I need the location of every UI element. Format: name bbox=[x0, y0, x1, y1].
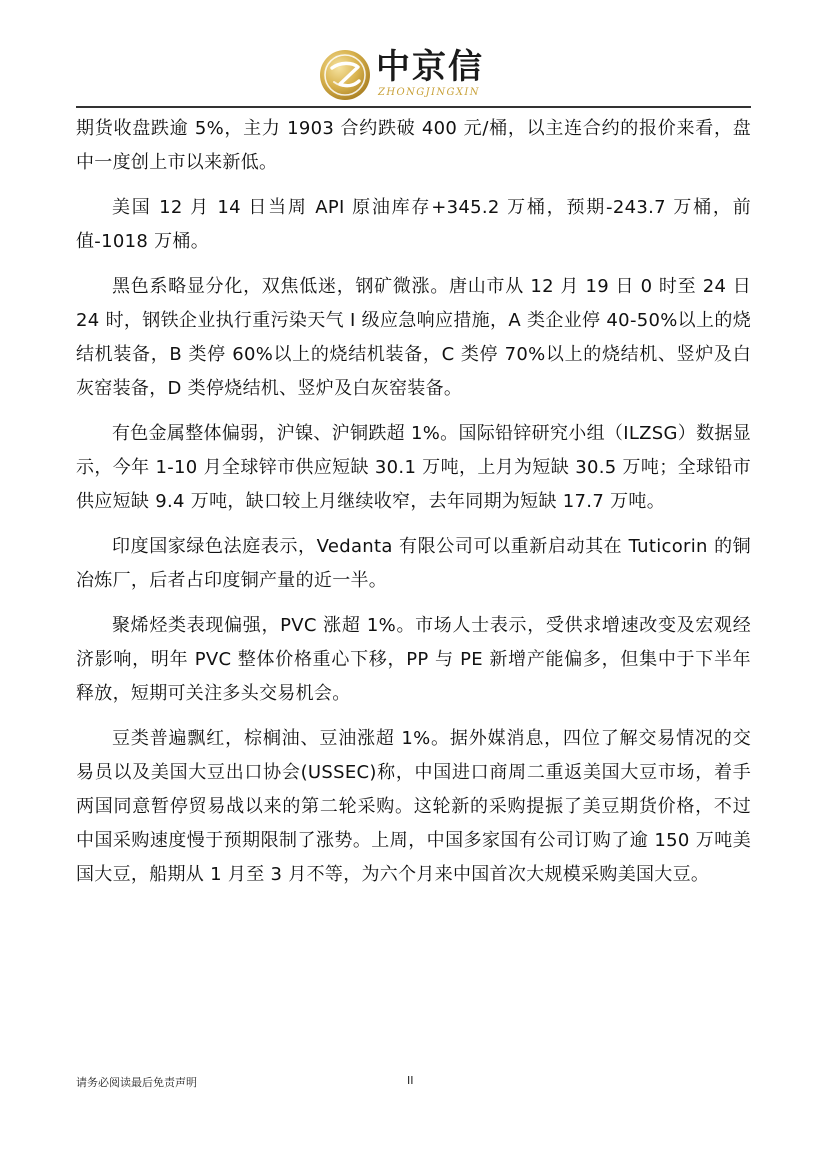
paragraph-nonferrous-metals: 有色金属整体偏弱，沪镍、沪铜跌超 1%。国际铅锌研究小组（ILZSG）数据显示，今年 1-10 月全球锌市供应短缺 30.1 万吨，上月为短缺 30.5 万吨；全球铅市供应短缺 9.4 万吨，缺口较上月继续收窄，去年同期为短缺 17.7 万吨。 bbox=[76, 423, 751, 512]
brand-name: 中京信 bbox=[376, 47, 484, 87]
paragraph-polyolefins: 聚烯烃类表现偏强，PVC 涨超 1%。市场人士表示，受供求增速改变及宏观经济影响，明年 PVC 整体价格重心下移，PP 与 PE 新增产能偏多，但集中于下半年释放，短期可关注多头交易机会。 bbox=[76, 615, 751, 704]
disclaimer-note: 请务必阅读最后免责声明 bbox=[76, 1076, 197, 1089]
company-logo bbox=[318, 45, 518, 105]
paragraph-crude-oil-futures: 期货收盘跌逾 5%，主力 1903 合约跌破 400 元/桶，以主连合约的报价来看，盘中一度创上市以来新低。 bbox=[76, 118, 751, 173]
report-body bbox=[76, 112, 751, 892]
paragraph-ferrous-metals: 黑色系略显分化，双焦低迷，钢矿微涨。唐山市从 12 月 19 日 0 时至 24 日 24 时，钢铁企业执行重污染天气 I 级应急响应措施，A 类企业停 40-50%以上的烧结机装备，B 类停 60%以上的烧结机装备，C 类停 70%以上的烧结机、竖炉及白灰窑装备，D 类停烧结机、竖炉及白灰窑装备。 bbox=[76, 276, 751, 399]
paragraph-api-inventory: 美国 12 月 14 日当周 API 原油库存+345.2 万桶，预期-243.7 万桶，前值-1018 万桶。 bbox=[76, 197, 751, 252]
paragraph-vedanta-copper: 印度国家绿色法庭表示，Vedanta 有限公司可以重新启动其在 Tuticorin 的铜冶炼厂，后者占印度铜产量的近一半。 bbox=[76, 536, 751, 591]
logo-emblem-icon bbox=[318, 48, 372, 102]
page-header bbox=[0, 0, 827, 108]
header-divider bbox=[76, 106, 751, 108]
paragraph-soybeans: 豆类普遍飘红，棕榈油、豆油涨超 1%。据外媒消息，四位了解交易情况的交易员以及美国大豆出口协会(USSEC)称，中国进口商周二重返美国大豆市场，着手两国同意暂停贸易战以来的第二轮采购。这轮新的采购提振了美豆期货价格，不过中国采购速度慢于预期限制了涨势。上周，中国多家国有公司订购了逾 150 万吨美国大豆，船期从 1 月至 3 月不等，为六个月来中国首次大规模采购美国大豆。 bbox=[76, 728, 751, 885]
brand-pinyin: ZHONGJINGXIN bbox=[378, 87, 480, 98]
page-number: II bbox=[407, 1074, 414, 1087]
